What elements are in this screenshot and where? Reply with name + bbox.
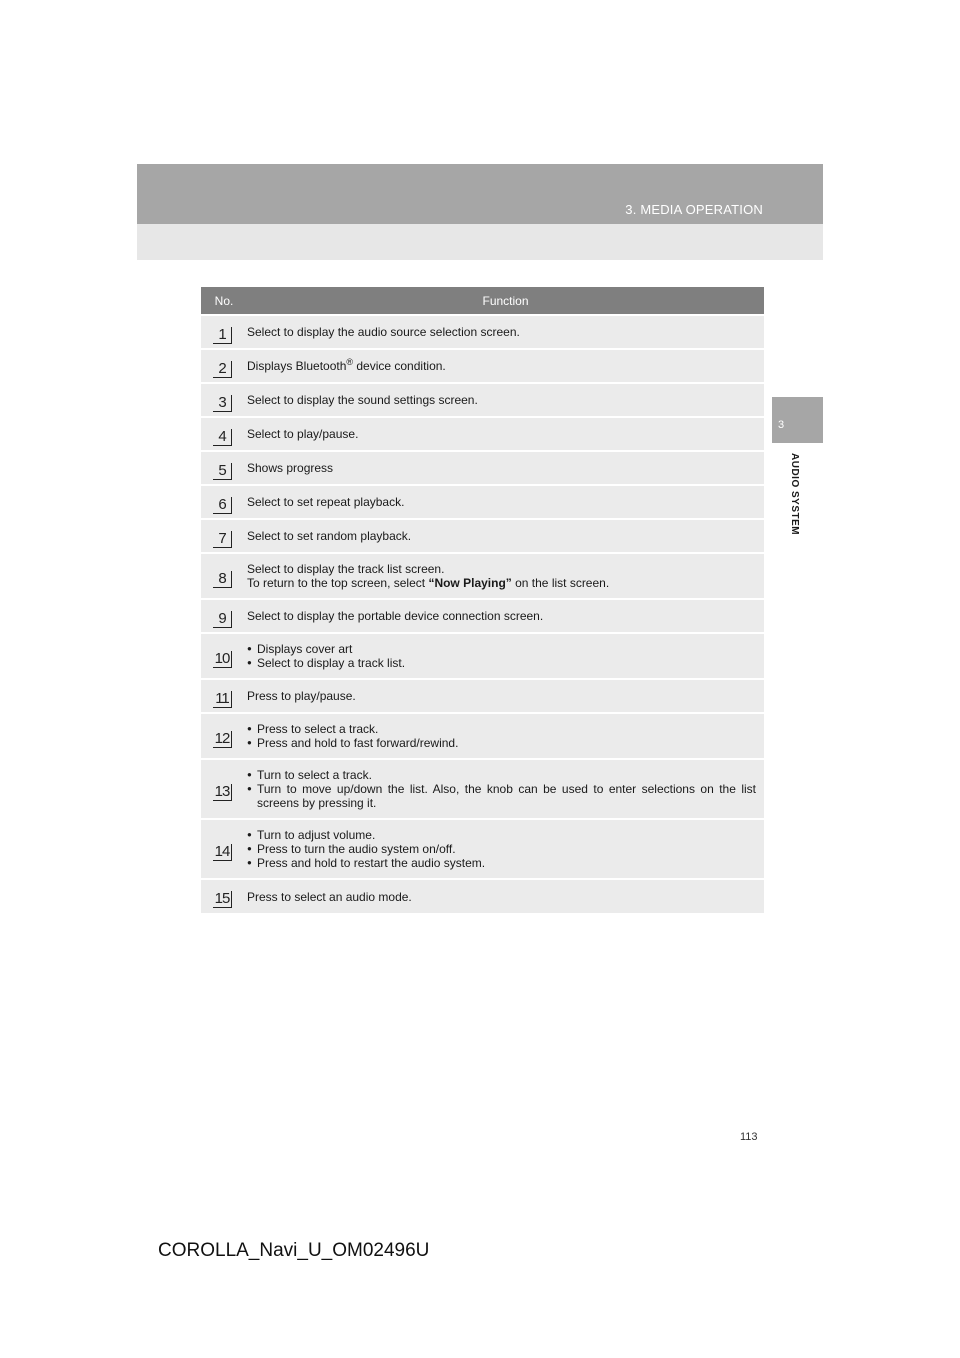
row-number — [201, 485, 247, 519]
row-function-text: Press to select an audio mode. — [247, 879, 764, 913]
text-fragment: To return to the top screen, select — [247, 576, 429, 590]
table-row — [201, 713, 764, 759]
bullet-list — [247, 722, 756, 750]
page-number: 113 — [740, 1131, 758, 1143]
row-function-text: Select to set repeat playback. — [247, 485, 764, 519]
row-number — [201, 879, 247, 913]
number-box: 13 — [213, 784, 232, 801]
number-box: 3 — [213, 395, 232, 412]
text-fragment: on the list screen. — [511, 576, 610, 590]
table-row — [201, 519, 764, 553]
number-box: 8 — [213, 571, 232, 588]
section-title: 3. MEDIA OPERATION — [625, 202, 763, 217]
number-box: 9 — [213, 611, 232, 628]
registered-mark: ® — [346, 357, 354, 367]
row-number — [201, 417, 247, 451]
bullet-item: ● Select to display a track list. — [247, 656, 756, 670]
row-function-text — [247, 553, 764, 599]
table-row — [201, 633, 764, 679]
bullet-item: ● Displays cover art — [247, 642, 756, 656]
row-number — [201, 349, 247, 383]
header-band — [137, 164, 823, 224]
document-code: COROLLA_Navi_U_OM02496U — [158, 1240, 430, 1261]
row-function-text — [247, 759, 764, 819]
table-row — [201, 383, 764, 417]
bullet-list — [247, 828, 756, 870]
number-box: 4 — [213, 429, 232, 446]
text-line: Select to display the track list screen. — [247, 562, 445, 576]
table-row — [201, 485, 764, 519]
row-function-text: Shows progress — [247, 451, 764, 485]
table-row — [201, 759, 764, 819]
row-function-text: Select to set random playback. — [247, 519, 764, 553]
column-header-function: Function — [247, 287, 764, 315]
bullet-item: ● Turn to select a track. — [247, 768, 756, 782]
number-box: 10 — [213, 651, 232, 668]
function-table — [201, 287, 764, 913]
bullet-list — [247, 768, 756, 810]
row-number — [201, 633, 247, 679]
number-box: 11 — [213, 691, 232, 708]
table-row — [201, 599, 764, 633]
bullet-item: ● Turn to move up/down the list. Also, the knob can be used to enter selections on the list screens by pressing it. — [247, 782, 756, 810]
column-header-no: No. — [201, 287, 247, 315]
row-number — [201, 599, 247, 633]
number-box: 1 — [213, 327, 232, 344]
bullet-list — [247, 642, 756, 670]
row-number — [201, 383, 247, 417]
table-row — [201, 349, 764, 383]
chapter-side-label: AUDIO SYSTEM — [789, 453, 800, 536]
row-function-text — [247, 819, 764, 879]
number-box: 6 — [213, 497, 232, 514]
row-function-text — [247, 349, 764, 383]
row-number — [201, 713, 247, 759]
row-number — [201, 553, 247, 599]
row-function-text: Select to display the portable device connection screen. — [247, 599, 764, 633]
header-subband — [137, 224, 823, 260]
now-playing-label: “Now Playing” — [428, 576, 512, 590]
row-number — [201, 451, 247, 485]
bullet-item: ● Press and hold to restart the audio system. — [247, 856, 756, 870]
number-box: 14 — [213, 844, 232, 861]
row-number — [201, 759, 247, 819]
table-row — [201, 451, 764, 485]
chapter-tab — [772, 397, 823, 443]
bullet-item: ● Press and hold to fast forward/rewind. — [247, 736, 756, 750]
number-box: 15 — [213, 891, 232, 908]
number-box: 2 — [213, 361, 232, 378]
row-function-text: Select to display the audio source selection screen. — [247, 315, 764, 349]
bluetooth-text-tail: device condition. — [353, 359, 446, 373]
bluetooth-text: Displays Bluetooth — [247, 359, 347, 373]
text-line — [247, 576, 756, 590]
row-number — [201, 819, 247, 879]
bullet-item: ● Press to select a track. — [247, 722, 756, 736]
bullet-item: ● Turn to adjust volume. — [247, 828, 756, 842]
number-box: 7 — [213, 531, 232, 548]
chapter-number: 3 — [778, 419, 785, 431]
row-function-text: Select to display the sound settings screen. — [247, 383, 764, 417]
bullet-item: ● Press to turn the audio system on/off. — [247, 842, 756, 856]
row-function-text — [247, 713, 764, 759]
table-row — [201, 417, 764, 451]
table-row — [201, 879, 764, 913]
table-row — [201, 819, 764, 879]
number-box: 5 — [213, 463, 232, 480]
row-number — [201, 315, 247, 349]
row-function-text: Select to play/pause. — [247, 417, 764, 451]
row-number — [201, 519, 247, 553]
row-function-text — [247, 633, 764, 679]
row-number — [201, 679, 247, 713]
table-row — [201, 553, 764, 599]
table-row — [201, 679, 764, 713]
number-box: 12 — [213, 731, 232, 748]
table-header-row — [201, 287, 764, 315]
row-function-text: Press to play/pause. — [247, 679, 764, 713]
table-row — [201, 315, 764, 349]
